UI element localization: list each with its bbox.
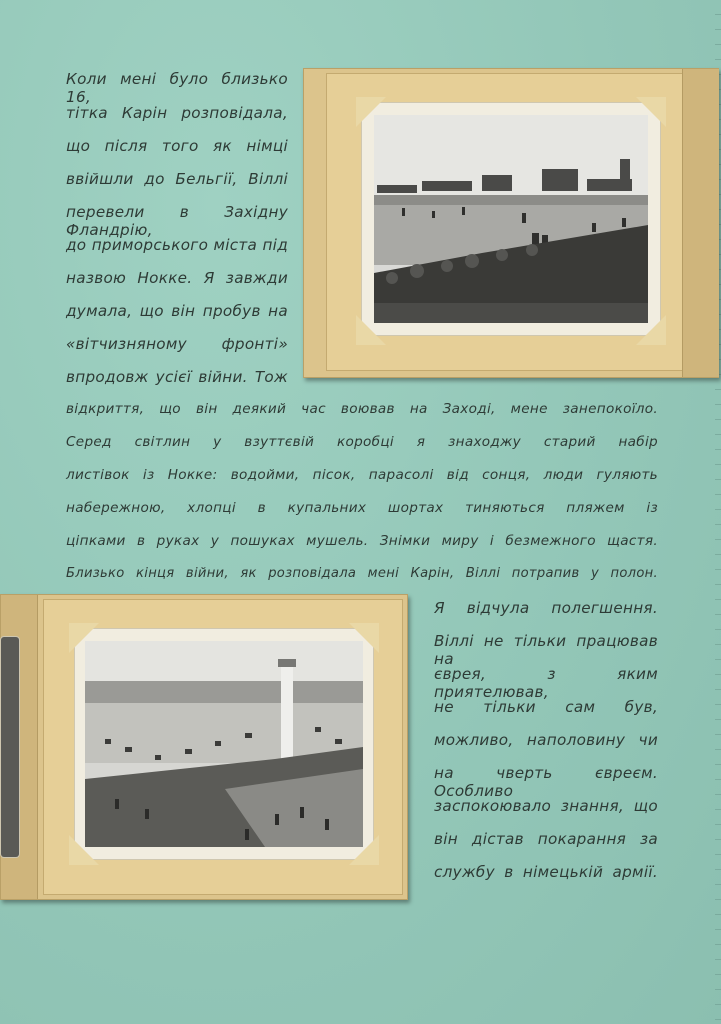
text-line: він дістав покарання за (434, 830, 658, 848)
text-line: ціпками в руках у пошуках мушель. Знімки миру і безмежного щастя. (66, 533, 658, 549)
text-line: ввійшли до Бельгії, Віллі (66, 170, 288, 188)
text-line: набережною, хлопці в купальних шортах тиняються пляжем із (66, 500, 658, 516)
text-line: впродовж усієї війни. Тож (66, 368, 288, 386)
text-line: Коли мені було близько 16, (66, 70, 288, 106)
photo-album-top (303, 68, 719, 378)
text-line: листівок із Нокке: водойми, пісок, парасолі від сонця, люди гуляють (66, 467, 658, 483)
beach-photo-bottom (75, 629, 373, 859)
text-line: що після того як німці (66, 137, 288, 155)
text-line: можливо, наполовину чи (434, 731, 658, 749)
beach-photo-top-image (362, 103, 660, 335)
text-line: не тільки сам був, (434, 698, 658, 716)
text-line: єврея, з яким приятелював, (434, 665, 658, 701)
text-line: службу в німецькій армії. (434, 863, 658, 881)
text-line: Серед світлин у взуттєвій коробці я знаходжу старий набір (66, 434, 658, 450)
text-line: заспокоювало знання, що (434, 797, 658, 815)
text-line: Віллі не тільки працював на (434, 632, 658, 668)
text-line: Я відчула полегшення. (434, 599, 658, 617)
text-line: «вітчизняному фронті» (66, 335, 288, 353)
text-line: перевели в Західну Фландрію, (66, 203, 288, 239)
text-line: Близько кінця війни, як розповідала мені Карін, Віллі потрапив у полон. (66, 566, 658, 581)
text-line: на чверть євреєм. Особливо (434, 764, 658, 800)
album-spine-top (682, 69, 719, 377)
text-line: думала, що він пробув на (66, 302, 288, 320)
text-line: назвою Нокке. Я завжди (66, 269, 288, 287)
photo-album-bottom (0, 594, 408, 900)
beach-photo-top (362, 103, 660, 335)
text-line: до приморського міста під (66, 236, 288, 254)
photo-edge-left (1, 637, 19, 857)
text-line: відкриття, що він деякий час воював на Заході, мене занепокоїло. (66, 401, 658, 417)
beach-photo-bottom-image (75, 629, 373, 859)
text-line: тітка Карін розповідала, (66, 104, 288, 122)
